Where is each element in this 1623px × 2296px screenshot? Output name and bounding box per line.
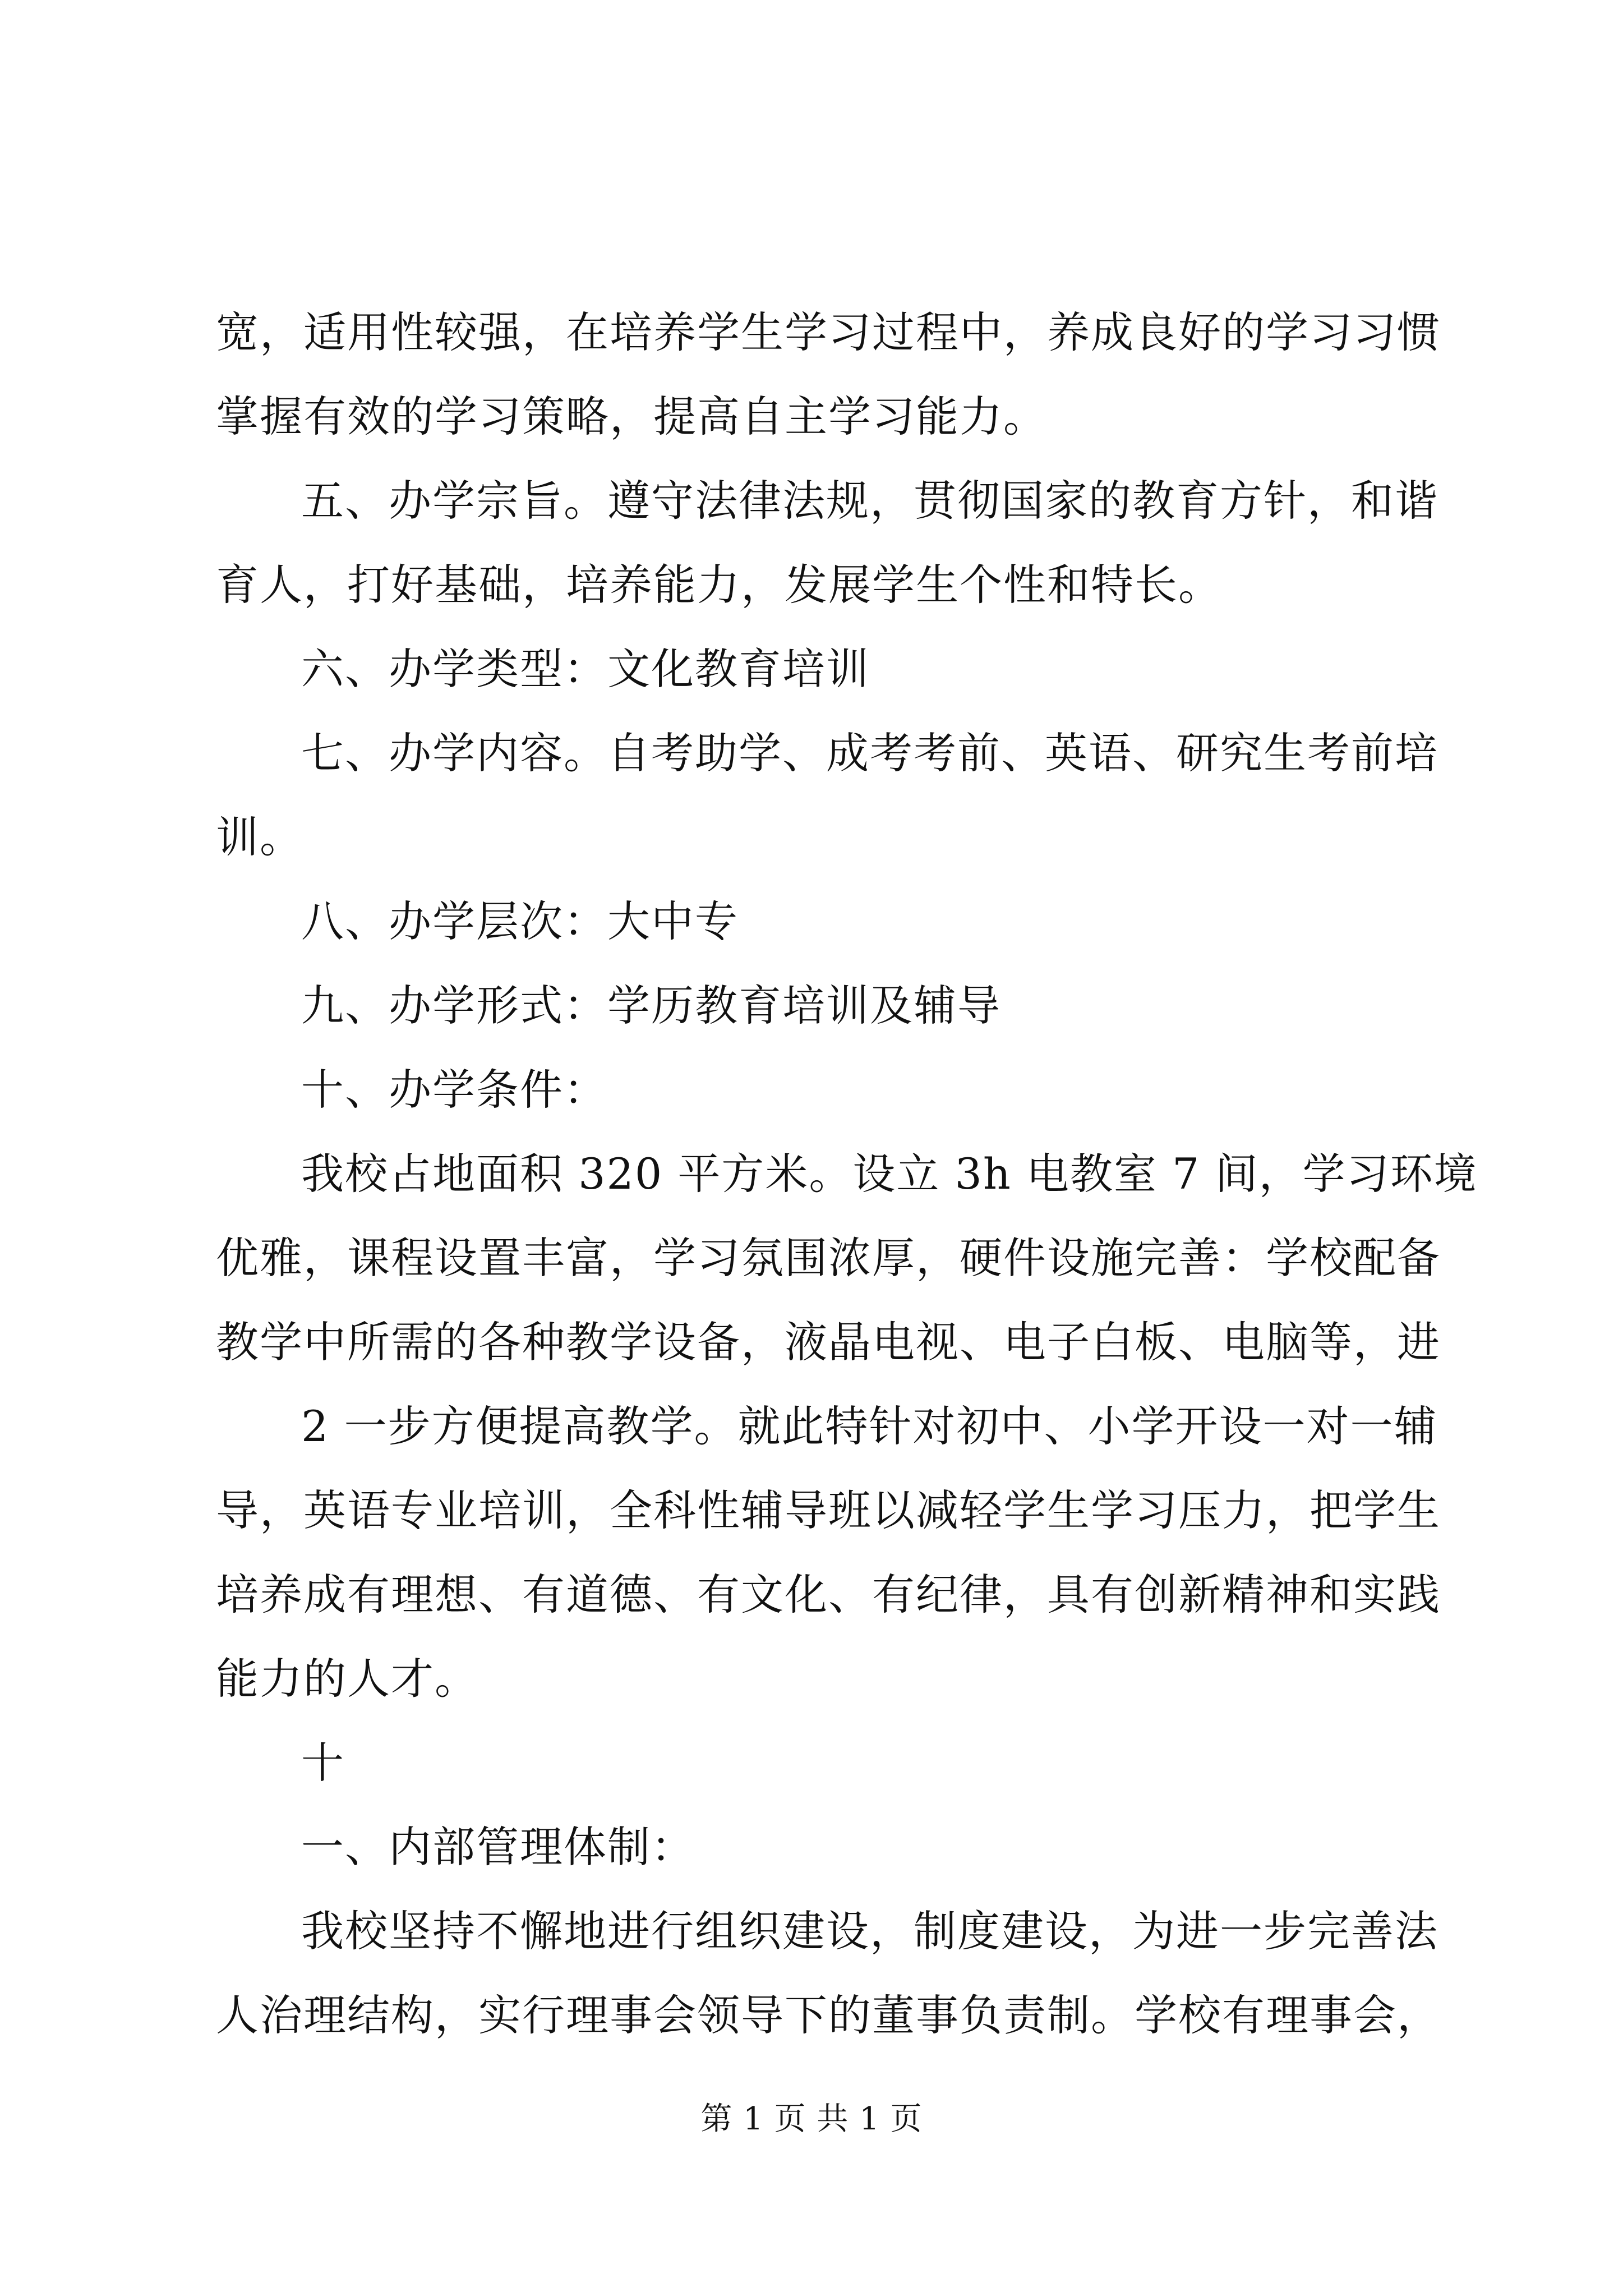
text-line: 九、办学形式：学历教育培训及辅导 bbox=[301, 981, 1001, 1030]
text-line: 掌握有效的学习策略，提高自主学习能力。 bbox=[216, 392, 1047, 441]
text-line: 导，英语专业培训，全科性辅导班以减轻学生学习压力，把学生 bbox=[216, 1485, 1441, 1535]
text-line: 优雅，课程设置丰富，学习氛围浓厚，硬件设施完善：学校配备 bbox=[216, 1233, 1441, 1283]
text-line: 训。 bbox=[216, 812, 303, 862]
text-line: 2 一步方便提高教学。就此特针对初中、小学开设一对一辅 bbox=[301, 1401, 1438, 1451]
text-line: 一、内部管理体制： bbox=[301, 1822, 695, 1872]
text-line: 十 bbox=[301, 1738, 345, 1788]
text-line: 五、办学宗旨。遵守法律法规，贯彻国家的教育方针，和谐 bbox=[301, 476, 1438, 526]
text-line: 培养成有理想、有道德、有文化、有纪律，具有创新精神和实践 bbox=[216, 1570, 1441, 1619]
text-line: 六、办学类型：文化教育培训 bbox=[301, 644, 870, 694]
text-line: 七、办学内容。自考助学、成考考前、英语、研究生考前培 bbox=[301, 728, 1438, 778]
text-line: 育人，打好基础，培养能力，发展学生个性和特长。 bbox=[216, 560, 1222, 610]
text-line: 教学中所需的各种教学设备，液晶电视、电子白板、电脑等，进 bbox=[216, 1317, 1441, 1367]
text-line: 我校坚持不懈地进行组织建设，制度建设，为进一步完善法 bbox=[301, 1906, 1438, 1956]
text-line: 宽，适用性较强，在培养学生学习过程中，养成良好的学习习惯 bbox=[216, 307, 1441, 357]
text-line: 我校占地面积 320 平方米。设立 3h 电教室 7 间，学习环境 bbox=[301, 1149, 1478, 1199]
page-number-footer: 第 1 页 共 1 页 bbox=[700, 2101, 923, 2137]
text-line: 能力的人才。 bbox=[216, 1654, 478, 1704]
text-line: 十、办学条件： bbox=[301, 1065, 607, 1115]
text-line: 人治理结构，实行理事会领导下的董事负责制。学校有理事会， bbox=[216, 1990, 1441, 2040]
text-line: 八、办学层次：大中专 bbox=[301, 896, 739, 946]
